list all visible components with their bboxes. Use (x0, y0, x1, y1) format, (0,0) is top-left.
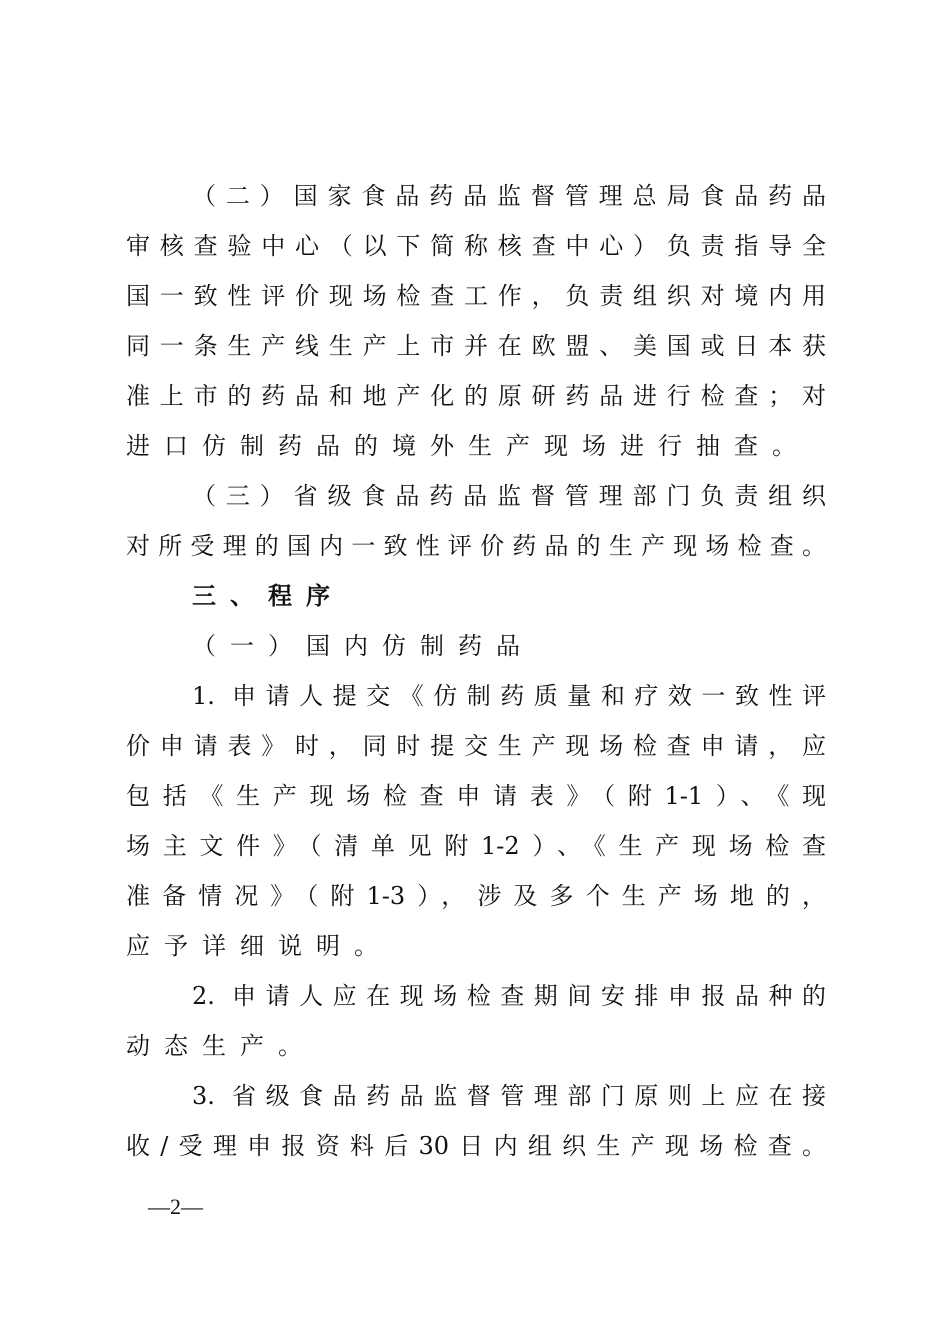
text-line: 准备情况》（附1-3），涉及多个生产场地的， (126, 882, 826, 910)
text-line: 审核查验中心（以下简称核查中心）负责指导全 (126, 232, 826, 260)
text-line: 1. 申请人提交《仿制药质量和疗效一致性评 (192, 682, 826, 710)
text-line: 对所受理的国内一致性评价药品的生产现场检查。 (126, 532, 826, 560)
text-line: 进口仿制药品的境外生产现场进行抽查。 (126, 432, 810, 460)
text-line: 包括《生产现场检查申请表》（附1-1）、《现 (126, 782, 826, 810)
text-line: 国一致性评价现场检查工作，负责组织对境内用 (126, 282, 826, 310)
text-line: 2. 申请人应在现场检查期间安排申报品种的 (192, 982, 826, 1010)
text-line: 收/受理申报资料后30日内组织生产现场检查。 (126, 1132, 826, 1160)
section-heading: 三、程序 (192, 581, 344, 610)
text-line: （三）省级食品药品监督管理部门负责组织 (192, 482, 826, 510)
text-line: （二）国家食品药品监督管理总局食品药品 (192, 182, 826, 210)
text-line: 动态生产。 (126, 1032, 316, 1060)
text-line: 准上市的药品和地产化的原研药品进行检查；对 (126, 382, 826, 410)
subheading: （一）国内仿制药品 (192, 632, 534, 660)
text-line: 同一条生产线生产上市并在欧盟、美国或日本获 (126, 332, 826, 360)
text-line: 场主文件》（清单见附1-2）、《生产现场检查 (126, 832, 826, 860)
text-line: 应予详细说明。 (126, 932, 392, 960)
page-number: —2— (148, 1194, 203, 1219)
text-line: 价申请表》时，同时提交生产现场检查申请，应 (126, 732, 826, 760)
text-line: 3. 省级食品药品监督管理部门原则上应在接 (192, 1082, 826, 1110)
